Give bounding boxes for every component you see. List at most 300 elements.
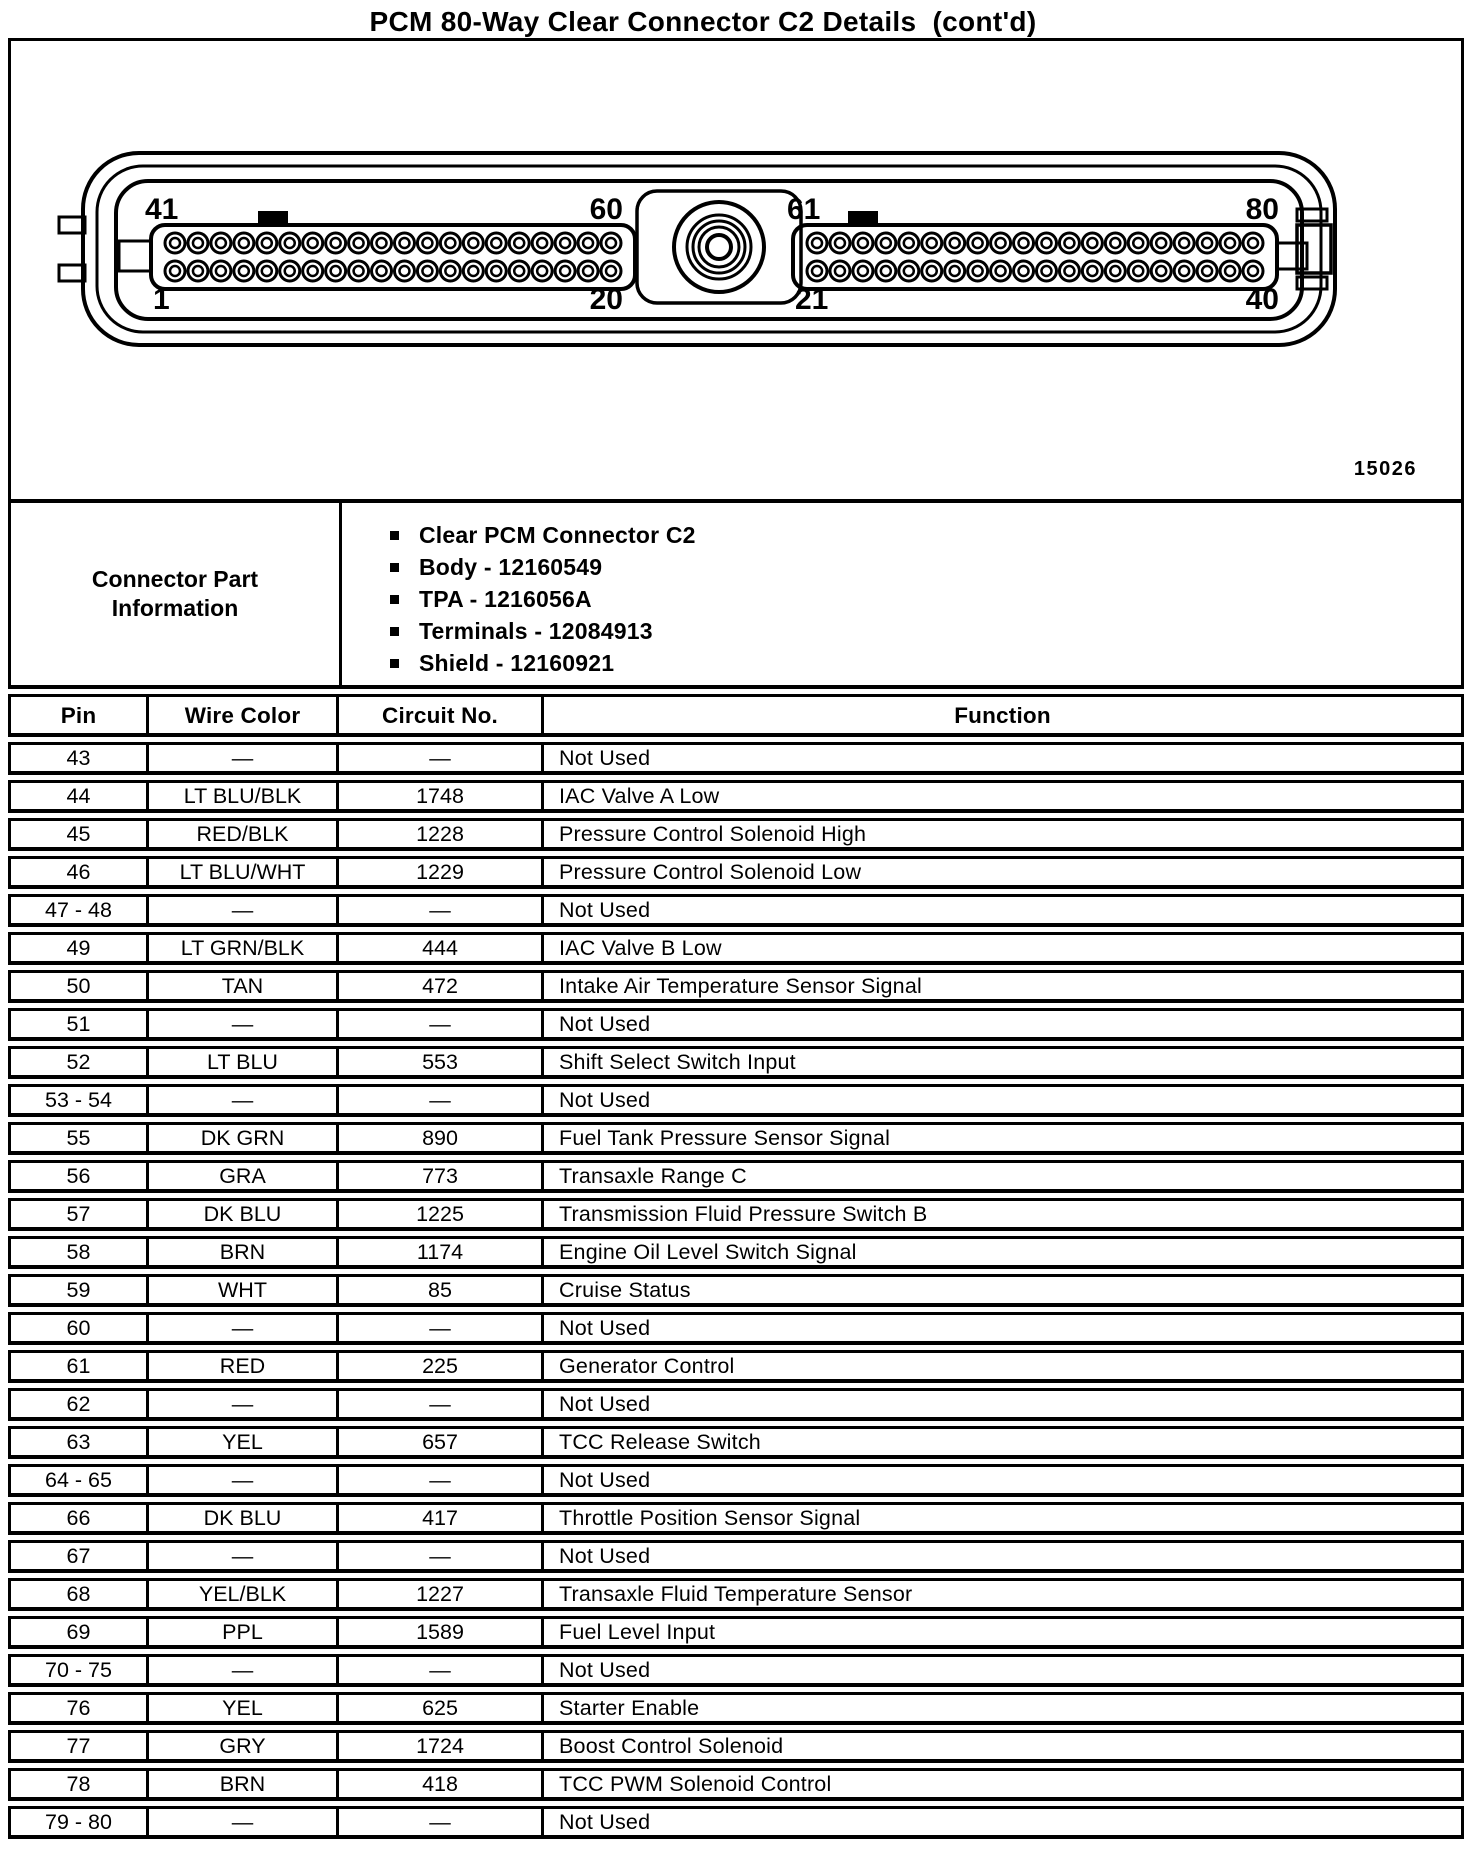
- terminal-pin: [262, 266, 272, 276]
- terminal-pin: [1248, 266, 1258, 276]
- terminal-pin: [491, 238, 501, 248]
- function-cell: Throttle Position Sensor Signal: [544, 1502, 1464, 1535]
- terminal-cavity: [922, 261, 942, 281]
- wire-color-cell: GRY: [149, 1730, 339, 1763]
- terminal-cavity: [601, 233, 621, 253]
- terminal-cavity: [601, 261, 621, 281]
- wire-color-cell: DK BLU: [149, 1198, 339, 1231]
- table-row: [8, 1350, 1464, 1383]
- table-row: [8, 1578, 1464, 1611]
- terminal-cavity: [968, 233, 988, 253]
- table-row: [8, 1692, 1464, 1725]
- terminal-pin: [445, 238, 455, 248]
- terminal-pin: [422, 238, 432, 248]
- terminal-cavity: [1059, 233, 1079, 253]
- terminal-cavity: [234, 261, 254, 281]
- pin-table-header: [8, 694, 1464, 737]
- terminal-pin: [445, 266, 455, 276]
- terminal-pin: [583, 238, 593, 248]
- terminal-cavity: [417, 233, 437, 253]
- terminal-pin: [1087, 238, 1097, 248]
- terminal-cavity: [1174, 233, 1194, 253]
- pin-cell: 45: [8, 818, 149, 851]
- terminal-pin: [239, 266, 249, 276]
- terminal-pin: [308, 238, 318, 248]
- wire-color-cell: BRN: [149, 1236, 339, 1269]
- terminal-cavity: [486, 233, 506, 253]
- table-row: [8, 970, 1464, 1003]
- terminal-cavity: [899, 233, 919, 253]
- terminal-cavity: [280, 261, 300, 281]
- terminal-pin: [514, 266, 524, 276]
- table-row: [8, 1540, 1464, 1573]
- terminal-cavity: [440, 233, 460, 253]
- terminal-pin: [950, 238, 960, 248]
- terminal-cavity: [1036, 233, 1056, 253]
- function-cell: IAC Valve B Low: [544, 932, 1464, 965]
- wire-color-cell: DK GRN: [149, 1122, 339, 1155]
- terminal-pin: [1041, 266, 1051, 276]
- circuit-cell: —: [339, 1084, 544, 1117]
- circuit-cell: 1228: [339, 818, 544, 851]
- wire-color-cell: —: [149, 1806, 339, 1839]
- terminal-pin: [1041, 238, 1051, 248]
- terminal-pin: [514, 238, 524, 248]
- circuit-cell: —: [339, 1464, 544, 1497]
- pin-table: [8, 689, 1464, 1844]
- terminal-pin: [881, 238, 891, 248]
- wire-color-cell: DK BLU: [149, 1502, 339, 1535]
- pin-cell: 52: [8, 1046, 149, 1079]
- pin-cell: 51: [8, 1008, 149, 1041]
- terminal-pin: [193, 238, 203, 248]
- wire-color-cell: —: [149, 1540, 339, 1573]
- table-row: [8, 1730, 1464, 1763]
- circuit-cell: —: [339, 1654, 544, 1687]
- terminal-cavity: [1243, 233, 1263, 253]
- table-row: [8, 1008, 1464, 1041]
- terminal-cavity: [165, 261, 185, 281]
- table-row: [8, 1806, 1464, 1839]
- circuit-cell: —: [339, 1008, 544, 1041]
- terminal-cavity: [440, 261, 460, 281]
- terminal-pin: [1202, 266, 1212, 276]
- function-cell: Transaxle Fluid Temperature Sensor: [544, 1578, 1464, 1611]
- table-row: [8, 1084, 1464, 1117]
- connector-part-info: [8, 503, 1464, 689]
- function-cell: Transaxle Range C: [544, 1160, 1464, 1193]
- terminal-cavity: [509, 261, 529, 281]
- terminal-cavity: [188, 261, 208, 281]
- terminal-cavity: [1174, 261, 1194, 281]
- circuit-cell: 418: [339, 1768, 544, 1801]
- pin-cell: 60: [8, 1312, 149, 1345]
- terminal-pin: [1110, 238, 1120, 248]
- terminal-pin: [1110, 266, 1120, 276]
- wire-color-cell: LT GRN/BLK: [149, 932, 339, 965]
- part-info-details-cell: [342, 503, 1461, 685]
- terminal-cavity: [555, 233, 575, 253]
- terminal-pin: [170, 266, 180, 276]
- circuit-cell: 1229: [339, 856, 544, 889]
- pin-number-label: 40: [1245, 283, 1279, 316]
- circuit-cell: 553: [339, 1046, 544, 1079]
- pin-cell: 77: [8, 1730, 149, 1763]
- terminal-pin: [1064, 238, 1074, 248]
- terminal-pin: [1225, 238, 1235, 248]
- terminal-pin: [1248, 238, 1258, 248]
- terminal-cavity: [555, 261, 575, 281]
- wire-color-cell: GRA: [149, 1160, 339, 1193]
- terminal-cavity: [211, 233, 231, 253]
- table-row: [8, 1464, 1464, 1497]
- terminal-pin: [812, 238, 822, 248]
- function-cell: Pressure Control Solenoid High: [544, 818, 1464, 851]
- terminal-cavity: [372, 261, 392, 281]
- pin-cell: 57: [8, 1198, 149, 1231]
- pin-number-label: 20: [589, 283, 623, 316]
- terminal-pin: [1156, 238, 1166, 248]
- terminal-pin: [354, 266, 364, 276]
- terminal-cavity: [1128, 261, 1148, 281]
- pin-cell: 70 - 75: [8, 1654, 149, 1687]
- connector-figure: [8, 38, 1464, 503]
- terminal-pin: [285, 266, 295, 276]
- function-cell: Pressure Control Solenoid Low: [544, 856, 1464, 889]
- table-row: [8, 1160, 1464, 1193]
- terminal-cavity: [1220, 261, 1240, 281]
- part-info-label-cell: [11, 503, 342, 685]
- terminal-pin: [927, 238, 937, 248]
- terminal-cavity: [463, 261, 483, 281]
- wire-color-cell: RED/BLK: [149, 818, 339, 851]
- polarization-key-right: [848, 211, 878, 227]
- terminal-cavity: [899, 261, 919, 281]
- terminal-pin: [973, 238, 983, 248]
- function-cell: IAC Valve A Low: [544, 780, 1464, 813]
- wire-color-cell: LT BLU: [149, 1046, 339, 1079]
- terminal-pin: [904, 266, 914, 276]
- circuit-cell: 417: [339, 1502, 544, 1535]
- terminal-pin: [835, 266, 845, 276]
- function-cell: Not Used: [544, 894, 1464, 927]
- wire-color-cell: RED: [149, 1350, 339, 1383]
- part-info-item: Body - 12160549: [390, 551, 1461, 583]
- terminal-pin: [216, 238, 226, 248]
- table-row: [8, 856, 1464, 889]
- function-cell: Not Used: [544, 1084, 1464, 1117]
- function-cell: Not Used: [544, 1806, 1464, 1839]
- pin-cell: 50: [8, 970, 149, 1003]
- terminal-cavity: [165, 233, 185, 253]
- circuit-cell: 773: [339, 1160, 544, 1193]
- table-row: [8, 742, 1464, 775]
- terminal-cavity: [1197, 261, 1217, 281]
- wire-color-cell: LT BLU/BLK: [149, 780, 339, 813]
- terminal-pin: [560, 266, 570, 276]
- column-header: Function: [544, 694, 1464, 737]
- circuit-cell: 472: [339, 970, 544, 1003]
- wire-color-cell: PPL: [149, 1616, 339, 1649]
- terminal-cavity: [303, 233, 323, 253]
- terminal-pin: [537, 266, 547, 276]
- terminal-pin: [399, 238, 409, 248]
- pin-cell: 78: [8, 1768, 149, 1801]
- pin-cell: 56: [8, 1160, 149, 1193]
- function-cell: Fuel Level Input: [544, 1616, 1464, 1649]
- terminal-pin: [377, 266, 387, 276]
- terminal-cavity: [1105, 261, 1125, 281]
- part-info-label: Connector Part Information: [91, 566, 259, 621]
- pin-cell: 62: [8, 1388, 149, 1421]
- column-header: Circuit No.: [339, 694, 544, 737]
- circuit-cell: 1227: [339, 1578, 544, 1611]
- function-cell: Starter Enable: [544, 1692, 1464, 1725]
- table-row: [8, 1616, 1464, 1649]
- pin-number-label: 60: [589, 193, 623, 226]
- terminal-cavity: [1243, 261, 1263, 281]
- terminal-cavity: [1036, 261, 1056, 281]
- pin-cell: 43: [8, 742, 149, 775]
- terminal-pin: [583, 266, 593, 276]
- table-row: [8, 894, 1464, 927]
- terminal-cavity: [991, 261, 1011, 281]
- part-info-list: [390, 519, 1461, 679]
- function-cell: Boost Control Solenoid: [544, 1730, 1464, 1763]
- terminal-pin: [354, 238, 364, 248]
- terminal-pin: [1019, 266, 1029, 276]
- function-cell: Intake Air Temperature Sensor Signal: [544, 970, 1464, 1003]
- mounting-boss-ring: [687, 215, 751, 279]
- terminal-cavity: [578, 261, 598, 281]
- table-row: [8, 1274, 1464, 1307]
- function-cell: TCC PWM Solenoid Control: [544, 1768, 1464, 1801]
- terminal-pin: [973, 266, 983, 276]
- terminal-pin: [1133, 238, 1143, 248]
- pin-number-label: 1: [153, 283, 170, 316]
- pin-cell: 69: [8, 1616, 149, 1649]
- circuit-cell: —: [339, 1388, 544, 1421]
- part-info-item: Clear PCM Connector C2: [390, 519, 1461, 551]
- circuit-cell: 1724: [339, 1730, 544, 1763]
- pin-field-left-pins: [165, 233, 621, 281]
- terminal-cavity: [1197, 233, 1217, 253]
- terminal-pin: [285, 238, 295, 248]
- terminal-cavity: [945, 261, 965, 281]
- pin-cell: 59: [8, 1274, 149, 1307]
- pin-cell: 67: [8, 1540, 149, 1573]
- terminal-pin: [1202, 238, 1212, 248]
- terminal-cavity: [532, 233, 552, 253]
- wire-color-cell: BRN: [149, 1768, 339, 1801]
- pin-table-body: [8, 742, 1464, 1839]
- terminal-cavity: [257, 261, 277, 281]
- terminal-cavity: [1059, 261, 1079, 281]
- terminal-pin: [468, 238, 478, 248]
- terminal-pin: [537, 238, 547, 248]
- circuit-cell: 1174: [339, 1236, 544, 1269]
- function-cell: Not Used: [544, 1464, 1464, 1497]
- terminal-pin: [560, 238, 570, 248]
- table-row: [8, 1654, 1464, 1687]
- terminal-cavity: [257, 233, 277, 253]
- terminal-pin: [1133, 266, 1143, 276]
- terminal-cavity: [280, 233, 300, 253]
- mounting-boss-ring: [693, 221, 745, 273]
- wire-color-cell: WHT: [149, 1274, 339, 1307]
- function-cell: Cruise Status: [544, 1274, 1464, 1307]
- circuit-cell: 85: [339, 1274, 544, 1307]
- terminal-cavity: [532, 261, 552, 281]
- circuit-cell: 1225: [339, 1198, 544, 1231]
- table-row: [8, 780, 1464, 813]
- pin-cell: 61: [8, 1350, 149, 1383]
- circuit-cell: —: [339, 894, 544, 927]
- pin-number-label: 61: [787, 193, 821, 226]
- wire-color-cell: YEL/BLK: [149, 1578, 339, 1611]
- pin-cell: 55: [8, 1122, 149, 1155]
- function-cell: Transmission Fluid Pressure Switch B: [544, 1198, 1464, 1231]
- terminal-cavity: [349, 233, 369, 253]
- terminal-pin: [1179, 266, 1189, 276]
- terminal-cavity: [830, 233, 850, 253]
- terminal-pin: [927, 266, 937, 276]
- terminal-pin: [835, 238, 845, 248]
- terminal-cavity: [349, 261, 369, 281]
- terminal-pin: [377, 238, 387, 248]
- terminal-cavity: [1128, 233, 1148, 253]
- terminal-pin: [239, 238, 249, 248]
- wire-color-cell: YEL: [149, 1692, 339, 1725]
- table-row: [8, 1312, 1464, 1345]
- terminal-cavity: [807, 261, 827, 281]
- terminal-pin: [858, 238, 868, 248]
- terminal-pin: [170, 238, 180, 248]
- pin-number-label: 21: [795, 283, 829, 316]
- column-header: Pin: [8, 694, 149, 737]
- terminal-cavity: [303, 261, 323, 281]
- circuit-cell: 225: [339, 1350, 544, 1383]
- function-cell: Not Used: [544, 1388, 1464, 1421]
- pin-cell: 47 - 48: [8, 894, 149, 927]
- terminal-cavity: [830, 261, 850, 281]
- terminal-pin: [331, 238, 341, 248]
- wire-color-cell: —: [149, 1312, 339, 1345]
- terminal-cavity: [991, 233, 1011, 253]
- circuit-cell: 890: [339, 1122, 544, 1155]
- table-row: [8, 818, 1464, 851]
- terminal-cavity: [1151, 233, 1171, 253]
- terminal-cavity: [876, 261, 896, 281]
- terminal-cavity: [853, 233, 873, 253]
- pin-cell: 66: [8, 1502, 149, 1535]
- wire-color-cell: YEL: [149, 1426, 339, 1459]
- connector-diagram: [11, 41, 1461, 499]
- terminal-cavity: [417, 261, 437, 281]
- wire-color-cell: —: [149, 1654, 339, 1687]
- table-row: [8, 1046, 1464, 1079]
- terminal-cavity: [463, 233, 483, 253]
- terminal-cavity: [1082, 233, 1102, 253]
- circuit-cell: —: [339, 742, 544, 775]
- pin-cell: 68: [8, 1578, 149, 1611]
- terminal-cavity: [853, 261, 873, 281]
- terminal-cavity: [1151, 261, 1171, 281]
- table-row: [8, 1122, 1464, 1155]
- pin-number-label: 80: [1245, 193, 1279, 226]
- pin-cell: 46: [8, 856, 149, 889]
- pin-cell: 53 - 54: [8, 1084, 149, 1117]
- pin-cell: 49: [8, 932, 149, 965]
- table-row: [8, 1236, 1464, 1269]
- circuit-cell: 657: [339, 1426, 544, 1459]
- function-cell: Not Used: [544, 742, 1464, 775]
- terminal-cavity: [394, 233, 414, 253]
- function-cell: TCC Release Switch: [544, 1426, 1464, 1459]
- part-info-item: Terminals - 12084913: [390, 615, 1461, 647]
- terminal-pin: [491, 266, 501, 276]
- circuit-cell: 625: [339, 1692, 544, 1725]
- circuit-cell: 444: [339, 932, 544, 965]
- circuit-cell: —: [339, 1312, 544, 1345]
- wire-color-cell: LT BLU/WHT: [149, 856, 339, 889]
- table-row: [8, 1388, 1464, 1421]
- terminal-cavity: [1014, 233, 1034, 253]
- terminal-cavity: [486, 261, 506, 281]
- terminal-pin: [858, 266, 868, 276]
- terminal-pin: [812, 266, 822, 276]
- table-row: [8, 1502, 1464, 1535]
- terminal-pin: [1156, 266, 1166, 276]
- terminal-cavity: [945, 233, 965, 253]
- pin-cell: 44: [8, 780, 149, 813]
- terminal-pin: [904, 238, 914, 248]
- wire-color-cell: —: [149, 1464, 339, 1497]
- terminal-pin: [1225, 266, 1235, 276]
- table-row: [8, 1768, 1464, 1801]
- circuit-cell: 1589: [339, 1616, 544, 1649]
- terminal-pin: [193, 266, 203, 276]
- wire-color-cell: —: [149, 1388, 339, 1421]
- page-title: PCM 80-Way Clear Connector C2 Details (cont'd): [369, 6, 1037, 37]
- table-row: [8, 932, 1464, 965]
- terminal-pin: [996, 238, 1006, 248]
- wire-color-cell: —: [149, 742, 339, 775]
- part-info-item: Shield - 12160921: [390, 647, 1461, 679]
- terminal-cavity: [326, 261, 346, 281]
- pin-cell: 76: [8, 1692, 149, 1725]
- table-row: [8, 1426, 1464, 1459]
- function-cell: Engine Oil Level Switch Signal: [544, 1236, 1464, 1269]
- terminal-pin: [308, 266, 318, 276]
- terminal-pin: [216, 266, 226, 276]
- terminal-pin: [606, 238, 616, 248]
- terminal-cavity: [968, 261, 988, 281]
- function-cell: Not Used: [544, 1312, 1464, 1345]
- terminal-pin: [1064, 266, 1074, 276]
- wire-color-cell: —: [149, 1084, 339, 1117]
- pin-field-right-pins: [807, 233, 1263, 281]
- terminal-cavity: [1014, 261, 1034, 281]
- terminal-cavity: [211, 261, 231, 281]
- terminal-pin: [331, 266, 341, 276]
- terminal-cavity: [922, 233, 942, 253]
- terminal-cavity: [372, 233, 392, 253]
- terminal-pin: [1179, 238, 1189, 248]
- circuit-cell: —: [339, 1806, 544, 1839]
- table-row: [8, 1198, 1464, 1231]
- terminal-cavity: [509, 233, 529, 253]
